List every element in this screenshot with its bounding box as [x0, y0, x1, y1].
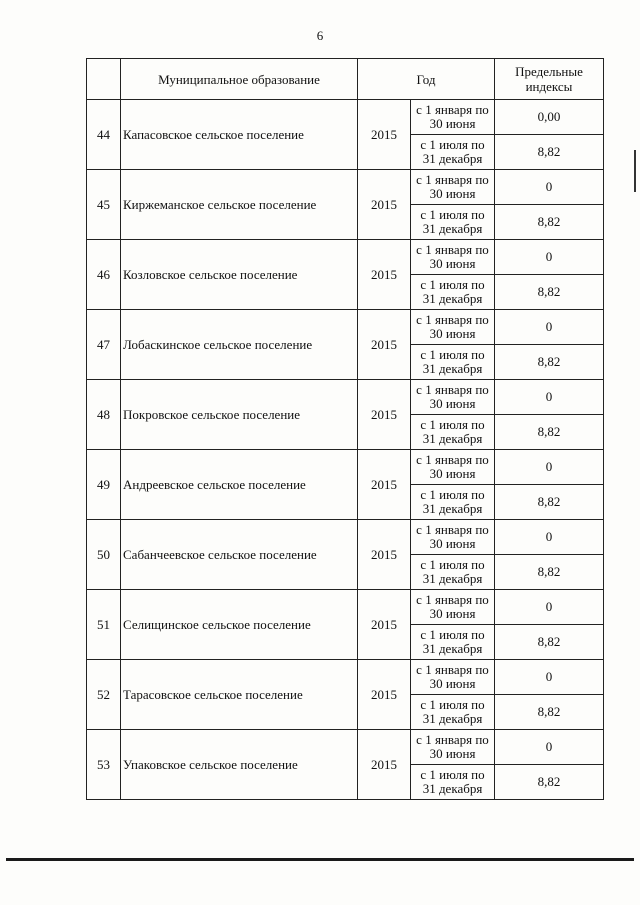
index-first-half: 0 [495, 380, 604, 415]
period-first-half: с 1 января по 30 июня [411, 380, 495, 415]
municipality-name: Лобаскинское сельское поселение [121, 310, 358, 380]
period-second-half: с 1 июля по 31 декабря [411, 135, 495, 170]
period-first-half: с 1 января по 30 июня [411, 660, 495, 695]
year-cell: 2015 [358, 170, 411, 240]
index-second-half: 8,82 [495, 485, 604, 520]
period-first-half: с 1 января по 30 июня [411, 240, 495, 275]
year-cell: 2015 [358, 240, 411, 310]
index-first-half: 0 [495, 450, 604, 485]
index-second-half: 8,82 [495, 625, 604, 660]
municipality-name: Киржеманское сельское поселение [121, 170, 358, 240]
period-second-half: с 1 июля по 31 декабря [411, 765, 495, 800]
period-second-half: с 1 июля по 31 декабря [411, 485, 495, 520]
row-number: 52 [87, 660, 121, 730]
index-second-half: 8,82 [495, 345, 604, 380]
table-row [87, 660, 604, 695]
row-number: 51 [87, 590, 121, 660]
table-row [87, 240, 604, 275]
row-number: 44 [87, 100, 121, 170]
index-second-half: 8,82 [495, 765, 604, 800]
index-second-half: 8,82 [495, 695, 604, 730]
period-second-half: с 1 июля по 31 декабря [411, 345, 495, 380]
year-cell: 2015 [358, 520, 411, 590]
municipality-name: Сабанчеевское сельское поселение [121, 520, 358, 590]
index-first-half: 0 [495, 590, 604, 625]
period-first-half: с 1 января по 30 июня [411, 100, 495, 135]
row-number: 53 [87, 730, 121, 800]
page-number: 6 [316, 28, 324, 43]
scan-edge-mark [634, 150, 636, 192]
municipality-name: Капасовское сельское поселение [121, 100, 358, 170]
index-second-half: 8,82 [495, 555, 604, 590]
year-cell: 2015 [358, 590, 411, 660]
table-row [87, 730, 604, 765]
row-number: 46 [87, 240, 121, 310]
table-row [87, 380, 604, 415]
row-number: 49 [87, 450, 121, 520]
period-second-half: с 1 июля по 31 декабря [411, 205, 495, 240]
index-second-half: 8,82 [495, 205, 604, 240]
index-second-half: 8,82 [495, 135, 604, 170]
index-first-half: 0 [495, 730, 604, 765]
index-first-half: 0 [495, 170, 604, 205]
index-second-half: 8,82 [495, 275, 604, 310]
period-second-half: с 1 июля по 31 декабря [411, 555, 495, 590]
footer-rule [6, 858, 634, 861]
municipality-name: Селищинское сельское поселение [121, 590, 358, 660]
period-first-half: с 1 января по 30 июня [411, 590, 495, 625]
year-cell: 2015 [358, 380, 411, 450]
year-cell: 2015 [358, 660, 411, 730]
period-first-half: с 1 января по 30 июня [411, 310, 495, 345]
table-row [87, 100, 604, 135]
year-cell: 2015 [358, 730, 411, 800]
row-number: 48 [87, 380, 121, 450]
index-first-half: 0,00 [495, 100, 604, 135]
indices-table [86, 58, 604, 800]
table-row [87, 590, 604, 625]
period-second-half: с 1 июля по 31 декабря [411, 695, 495, 730]
index-second-half: 8,82 [495, 415, 604, 450]
table-header-row [87, 59, 604, 100]
municipality-name: Козловское сельское поселение [121, 240, 358, 310]
period-first-half: с 1 января по 30 июня [411, 450, 495, 485]
year-cell: 2015 [358, 310, 411, 380]
table-row [87, 310, 604, 345]
municipality-name: Тарасовское сельское поселение [121, 660, 358, 730]
index-first-half: 0 [495, 660, 604, 695]
header-number-cell [87, 59, 121, 100]
period-second-half: с 1 июля по 31 декабря [411, 415, 495, 450]
row-number: 45 [87, 170, 121, 240]
table-row [87, 450, 604, 485]
row-number: 47 [87, 310, 121, 380]
table-row [87, 170, 604, 205]
index-first-half: 0 [495, 310, 604, 345]
year-cell: 2015 [358, 450, 411, 520]
table-row [87, 520, 604, 555]
period-second-half: с 1 июля по 31 декабря [411, 625, 495, 660]
header-index: Предельные индексы [495, 59, 604, 100]
index-first-half: 0 [495, 240, 604, 275]
table-body [87, 100, 604, 800]
index-first-half: 0 [495, 520, 604, 555]
period-second-half: с 1 июля по 31 декабря [411, 275, 495, 310]
year-cell: 2015 [358, 100, 411, 170]
municipality-name: Упаковское сельское поселение [121, 730, 358, 800]
header-year: Год [358, 59, 495, 100]
period-first-half: с 1 января по 30 июня [411, 520, 495, 555]
row-number: 50 [87, 520, 121, 590]
municipality-name: Андреевское сельское поселение [121, 450, 358, 520]
header-municipality: Муниципальное образование [121, 59, 358, 100]
period-first-half: с 1 января по 30 июня [411, 170, 495, 205]
municipality-name: Покровское сельское поселение [121, 380, 358, 450]
period-first-half: с 1 января по 30 июня [411, 730, 495, 765]
